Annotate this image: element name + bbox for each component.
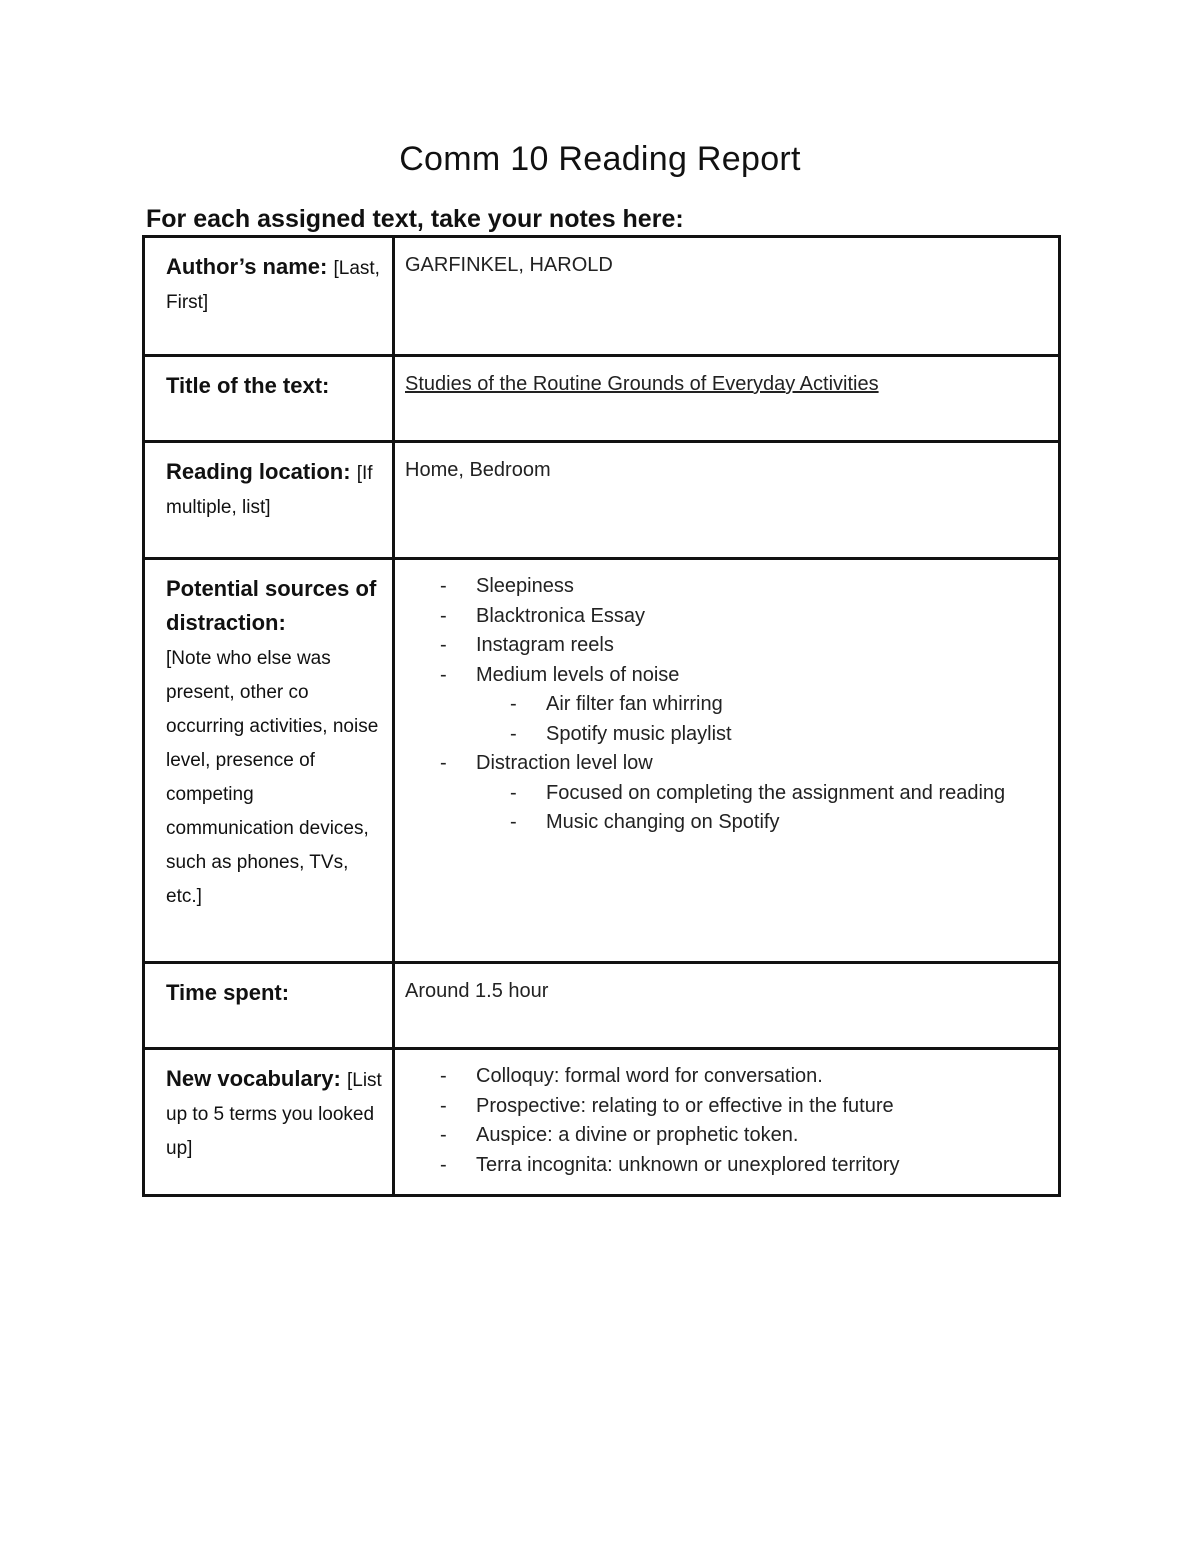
vocabulary-note: [List up to 5 terms you looked up] — [166, 1070, 382, 1159]
time-value: Around 1.5 hour — [405, 980, 549, 1002]
list-subitem: - Air filter fan whirring — [405, 690, 1048, 720]
list-item: - Instagram reels — [405, 631, 1048, 661]
author-value: GARFINKEL, HAROLD — [405, 254, 613, 276]
vocabulary-value-cell — [394, 1049, 1060, 1196]
title-label-cell — [144, 356, 394, 442]
list-item: - Distraction level low — [405, 749, 1048, 779]
list-item: - Medium levels of noise — [405, 661, 1048, 691]
vocabulary-list — [405, 1062, 1048, 1180]
distraction-value-cell — [394, 559, 1060, 963]
time-label: Time spent: — [166, 980, 290, 1005]
list-item: - Auspice: a divine or prophetic token. — [405, 1121, 1048, 1151]
list-subitem: - Spotify music playlist — [405, 720, 1048, 750]
vocabulary-label-cell — [144, 1049, 394, 1196]
title-value-cell — [394, 356, 1060, 442]
time-value-cell — [394, 963, 1060, 1049]
row-title-of-text — [144, 356, 1060, 442]
row-author — [144, 237, 1060, 356]
location-label-cell — [144, 442, 394, 559]
author-label-cell — [144, 237, 394, 356]
title-label: Title of the text: — [166, 373, 330, 398]
location-value-cell — [394, 442, 1060, 559]
row-vocabulary — [144, 1049, 1060, 1196]
title-value: Studies of the Routine Grounds of Everyday Activities — [405, 373, 879, 395]
reading-report-table — [142, 235, 1061, 1197]
row-location — [144, 442, 1060, 559]
distraction-label-cell — [144, 559, 394, 963]
author-label: Author’s name: — [166, 254, 328, 279]
list-item: - Colloquy: formal word for conversation. — [405, 1062, 1048, 1092]
location-label: Reading location: — [166, 459, 351, 484]
document-title: Comm 10 Reading Report — [399, 140, 801, 178]
row-distraction — [144, 559, 1060, 963]
document-subtitle: For each assigned text, take your notes here: — [146, 205, 684, 233]
list-subitem: - Focused on completing the assignment and reading — [405, 779, 1048, 809]
location-note: [If multiple, list] — [166, 463, 373, 518]
row-time — [144, 963, 1060, 1049]
distraction-label: Potential sources of distraction: — [166, 576, 377, 635]
list-item: - Blacktronica Essay — [405, 602, 1048, 632]
list-item: - Terra incognita: unknown or unexplored territory — [405, 1151, 1048, 1181]
list-item: - Sleepiness — [405, 572, 1048, 602]
list-subitem: - Music changing on Spotify — [405, 808, 1048, 838]
distraction-list — [405, 572, 1048, 838]
list-item: - Prospective: relating to or effective in the future — [405, 1092, 1048, 1122]
vocabulary-label: New vocabulary: — [166, 1066, 341, 1091]
author-note: [Last, First] — [166, 258, 380, 313]
location-value: Home, Bedroom — [405, 459, 551, 481]
author-value-cell — [394, 237, 1060, 356]
distraction-note: [Note who else was present, other co occurring activities, noise level, presence of competing communication devices, such as phones, TVs, etc.] — [166, 648, 379, 907]
time-label-cell — [144, 963, 394, 1049]
